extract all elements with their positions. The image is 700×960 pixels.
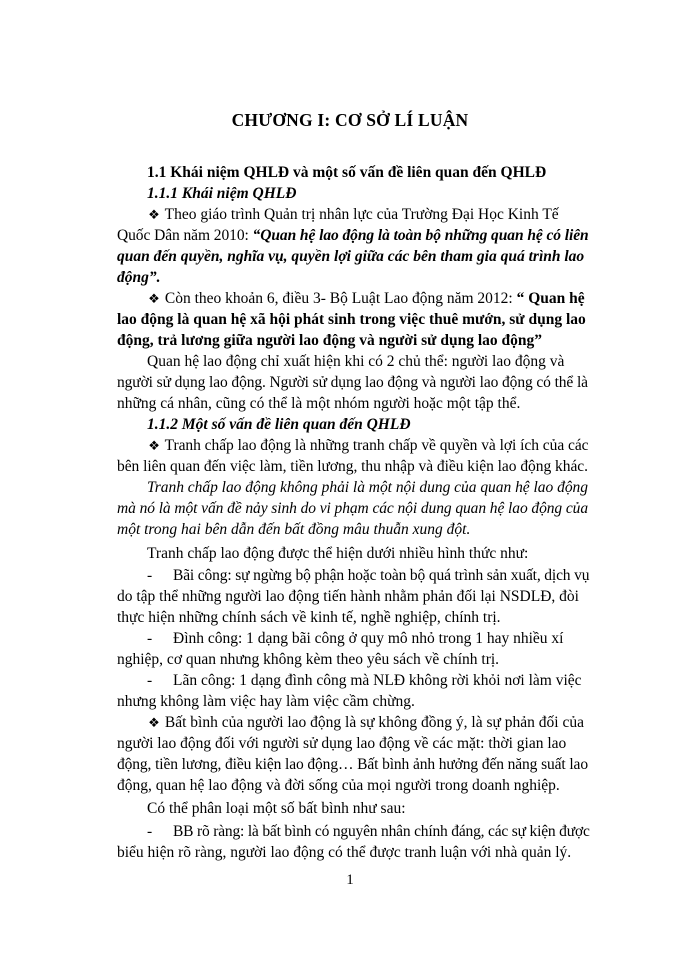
text-run: Quốc Dân năm 2010:: [117, 227, 253, 244]
paragraph-line: thực hiện những chính sách về kinh tế, nghề nghiệp, chính trị.: [117, 609, 501, 626]
paragraph-line: Tranh chấp lao động không phải là một nội dung của quan hệ lao động: [147, 479, 588, 496]
list-item: [147, 566, 589, 586]
text-run: Đình công: 1 dạng bãi công ở quy mô nhỏ trong 1 hay nhiều xí: [173, 630, 564, 647]
paragraph-line: mà nó là một vấn đề nảy sinh do vi phạm các nội dung quan hệ lao động của: [117, 500, 589, 517]
dash-bullet: -: [147, 823, 152, 840]
paragraph-line: quan đến quyền, nghĩa vụ, quyền lợi giữa các bên tham gia quá trình lao: [117, 248, 585, 265]
list-item: [147, 629, 563, 649]
page-number: 1: [346, 872, 354, 888]
chapter-title: CHƯƠNG I: CƠ SỞ LÍ LUẬN: [231, 110, 469, 130]
paragraph-line: động, tiền lương, điều kiện lao động… Bất bình ảnh hưởng đến năng suất lao: [117, 756, 588, 773]
dash-bullet: -: [147, 672, 153, 689]
paragraph-line: Quan hệ lao động chỉ xuất hiện khi có 2 chủ thể: người lao động và: [147, 353, 565, 370]
paragraph-line: động, trả lương giữa người lao động và người sử dụng lao động”: [117, 332, 542, 349]
paragraph-line: [147, 205, 587, 226]
quote-run: “ Quan hệ: [516, 290, 585, 307]
paragraph-line: nhưng không làm việc hay làm việc cầm chừng.: [117, 693, 415, 710]
dash-bullet: -: [147, 630, 153, 647]
paragraph-line: một trong hai bên dẫn đến bất đồng mâu thuẫn xung đột.: [117, 521, 471, 538]
paragraph-line: lao động là quan hệ xã hội phát sinh trong việc thuê mướn, sử dụng lao: [117, 311, 586, 328]
list-item: [147, 671, 582, 691]
paragraph-line: [147, 289, 585, 310]
list-item: [147, 822, 590, 842]
dash-bullet: -: [147, 567, 153, 584]
paragraph-line: người sử dụng lao động. Người sử dụng lao động và người lao động có thể là: [117, 374, 588, 391]
paragraph-line: người lao động đối với người sử dụng lao động về các mặt: thời gian lao: [117, 735, 567, 752]
paragraph-line: do tập thể những người lao động tiến hành nhằm phản đối lại NSDLĐ, đòi: [117, 588, 579, 605]
diamond-bullet-icon: ❖: [148, 716, 160, 731]
text-run: Còn theo khoản 6, điều 3- Bộ Luật Lao động năm 2012:: [164, 290, 517, 307]
paragraph-line: [147, 436, 589, 457]
text-run: Bãi công: sự ngừng bộ phận hoặc toàn bộ quá trình sản xuất, dịch vụ: [173, 567, 590, 584]
paragraph-line: động, quan hệ lao động và đời sống của mọi người trong doanh nghiệp.: [117, 777, 560, 794]
paragraph-line: Có thể phân loại một số bất bình như sau:: [147, 800, 406, 817]
quote-run: “Quan hệ lao động là toàn bộ những quan hệ có liên: [252, 227, 589, 244]
paragraph-line: [147, 713, 584, 734]
section-heading-1-1-1: 1.1.1 Khái niệm QHLĐ: [147, 185, 297, 202]
paragraph-line: [117, 226, 589, 246]
paragraph-line: Tranh chấp lao động được thể hiện dưới nhiều hình thức như:: [147, 545, 529, 562]
paragraph-line: nghiệp, cơ quan nhưng không kèm theo yêu sách về chính trị.: [117, 651, 500, 668]
diamond-bullet-icon: ❖: [148, 208, 160, 223]
paragraph-line: những cá nhân, cũng có thể là một nhóm người hoặc một tập thể.: [117, 395, 521, 412]
text-run: Lãn công: 1 dạng đình công mà NLĐ không rời khỏi nơi làm việc: [173, 672, 582, 689]
section-heading-1-1: 1.1 Khái niệm QHLĐ và một số vấn đề liên quan đến QHLĐ: [147, 164, 547, 181]
text-run: Bất bình của người lao động là sự không đồng ý, là sự phản đối của: [164, 714, 584, 731]
paragraph-line: biểu hiện rõ ràng, người lao động có thể được tranh luận với nhà quản lý.: [117, 844, 572, 861]
section-heading-1-1-2: 1.1.2 Một số vấn đề liên quan đến QHLĐ: [147, 416, 411, 433]
diamond-bullet-icon: ❖: [148, 439, 160, 454]
text-run: BB rõ ràng: là bất bình có nguyên nhân chính đáng, các sự kiện được: [173, 823, 590, 840]
paragraph-line: động”.: [117, 269, 161, 286]
text-run: Tranh chấp lao động là những tranh chấp về quyền và lợi ích của các: [164, 437, 589, 454]
paragraph-line: bên liên quan đến việc làm, tiền lương, thu nhập và điều kiện lao động khác.: [117, 458, 588, 475]
diamond-bullet-icon: ❖: [148, 292, 160, 307]
text-run: Theo giáo trình Quản trị nhân lực của Trường Đại Học Kinh Tế: [164, 206, 559, 223]
